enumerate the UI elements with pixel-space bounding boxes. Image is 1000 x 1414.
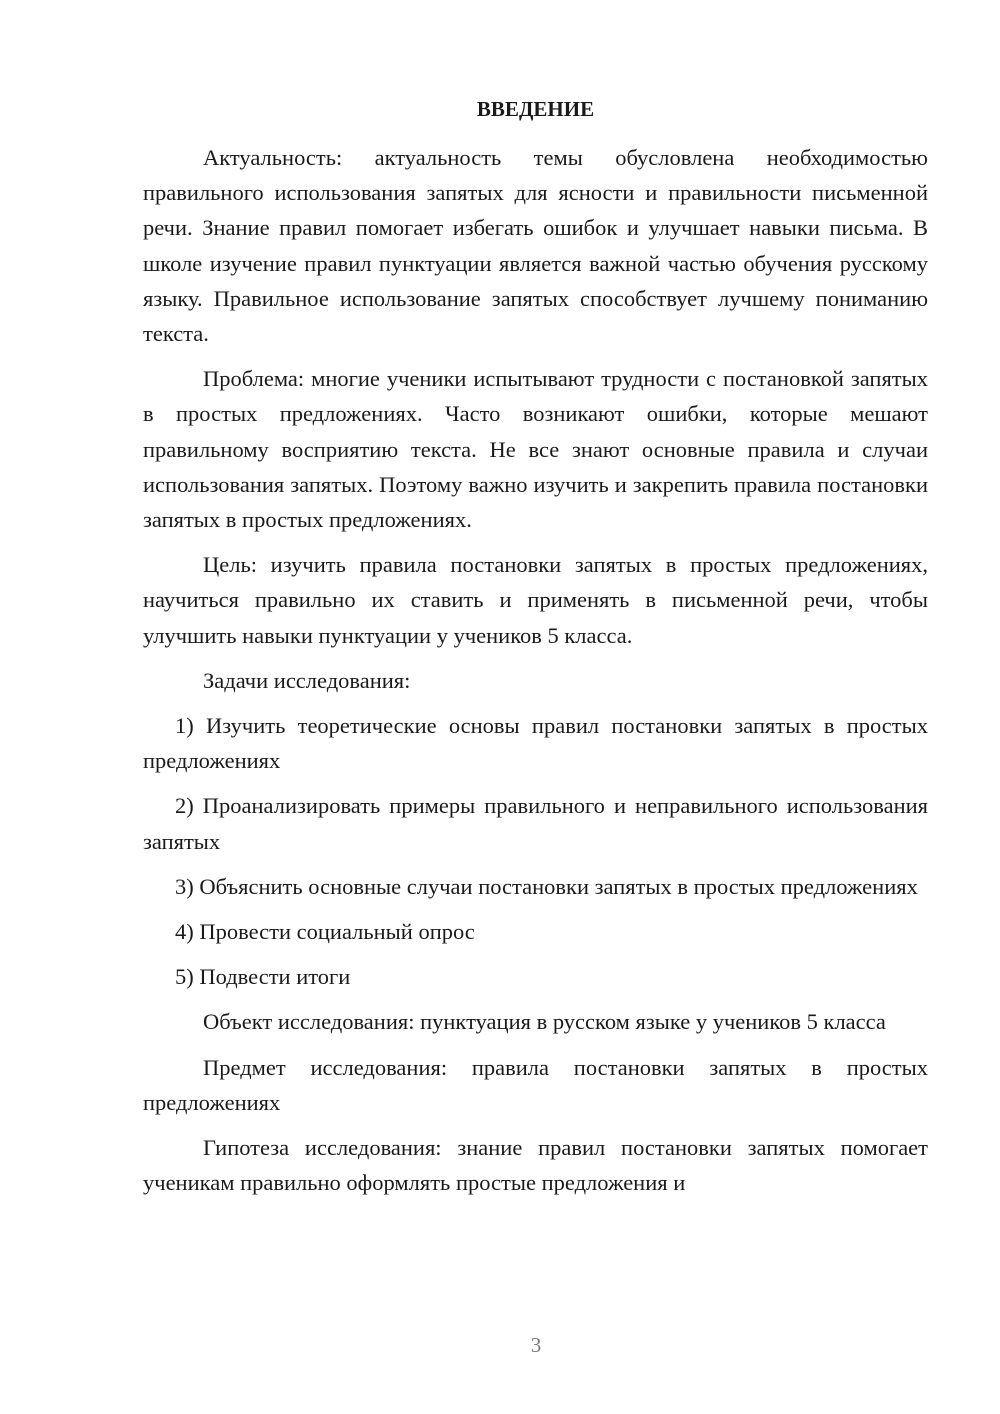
paragraph-subject: Предмет исследования: правила постановки запятых в простых предложениях <box>143 1054 928 1115</box>
paragraph-hypothesis: Гипотеза исследования: знание правил постановки запятых помогает ученикам правильно оформлять простые предложения и <box>143 1135 928 1196</box>
paragraph-tasks-heading: Задачи исследования: <box>203 667 411 693</box>
page-number: 3 <box>530 1333 542 1357</box>
task-item-4: 4) Провести социальный опрос <box>175 919 475 945</box>
paragraph-goal: Цель: изучить правила постановки запятых в простых предложениях, научиться правильно их ставить и применять в письменной речи, чтобы улучшить навыки пунктуации у учеников 5 класса. <box>143 552 928 648</box>
document-page <box>143 92 928 1200</box>
task-item-3: 3) Объяснить основные случаи постановки запятых в простых предложениях <box>175 873 918 899</box>
task-item-1: 1) Изучить теоретические основы правил постановки запятых в простых предложениях <box>143 713 928 774</box>
document-title: ВВЕДЕНИЕ <box>476 97 595 121</box>
paragraph-object: Объект исследования: пунктуация в русском языке у учеников 5 класса <box>203 1009 886 1035</box>
task-item-2: 2) Проанализировать примеры правильного и неправильного использования запятых <box>143 793 928 854</box>
paragraph-relevance: Актуальность: актуальность темы обусловлена необходимостью правильного использования запятых для ясности и правильности письменной речи. Знание правил помогает избегать ошибок и улучшает навыки письма. В школе изучение правил пунктуации является важной частью обучения русскому языку. Правильное использование запятых способствует лучшему пониманию текста. <box>143 145 928 347</box>
paragraph-problem: Проблема: многие ученики испытывают трудности с постановкой запятых в простых предложениях. Часто возникают ошибки, которые мешают правильному восприятию текста. Не все знают основные правила и случаи использования запятых. Поэтому важно изучить и закрепить правила постановки запятых в простых предложениях. <box>143 366 928 533</box>
task-item-5: 5) Подвести итоги <box>175 964 351 990</box>
